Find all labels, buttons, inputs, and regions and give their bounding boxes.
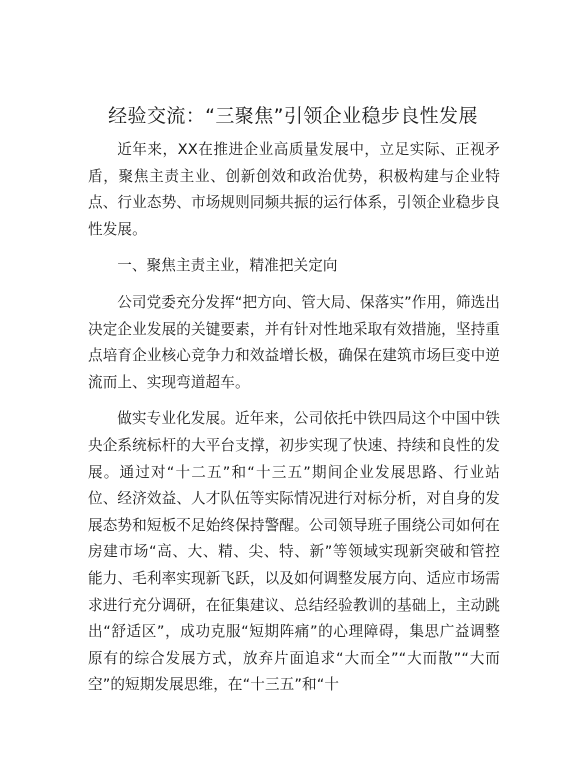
section-paragraph-2: 做实专业化发展。近年来，公司依托中铁四局这个中国中铁央企系统标杆的大平台支撑，初步实现了快速、持续和良性的发展。通过对“十二五”和“十三五”期间企业发展思路、行业站位、经济效益、人才队伍等实际情况进行对标分析，对自身的发展态势和短板不足始终保持警醒。公司领导班子围绕公司如何在房建市场“高、大、精、尖、特、新”等领域实现新突破和管控能力、毛利率实现新飞跃，以及如何调整发展方向、适应市场需求进行充分调研，在征集建议、总结经验教训的基础上，主动跳出“舒适区”，成功克服“短期阵痛”的心理障碍，集思广益调整原有的综合发展方式，放弃片面追求“大而全”“大而散”“大而空”的短期发展思维，在“十三五”和“十 — [88, 410, 500, 694]
section-heading: 一、聚焦主责主业，精准把关定向 — [117, 257, 338, 275]
intro-paragraph: 近年来，XX在推进企业高质量发展中，立足实际、正视矛盾，聚焦主责主业、创新创效和政治优势，积极构建与企业特点、行业态势、市场规则同频共振的运行体系，引领企业稳步良性发展。 — [88, 141, 500, 238]
document-body — [88, 137, 500, 699]
spacer — [88, 243, 500, 253]
spacer — [88, 280, 500, 290]
document-title: 经验交流：“三聚焦”引领企业稳步良性发展 — [108, 105, 478, 127]
section-paragraph-1: 公司党委充分发挥“把方向、管大局、保落实”作用，筛选出决定企业发展的关键要素，并有针对性地采取有效措施，坚持重点培育企业核心竞争力和效益增长极，确保在建筑市场巨变中逆流而上、实现弯道超车。 — [88, 293, 500, 391]
spacer — [88, 396, 500, 406]
